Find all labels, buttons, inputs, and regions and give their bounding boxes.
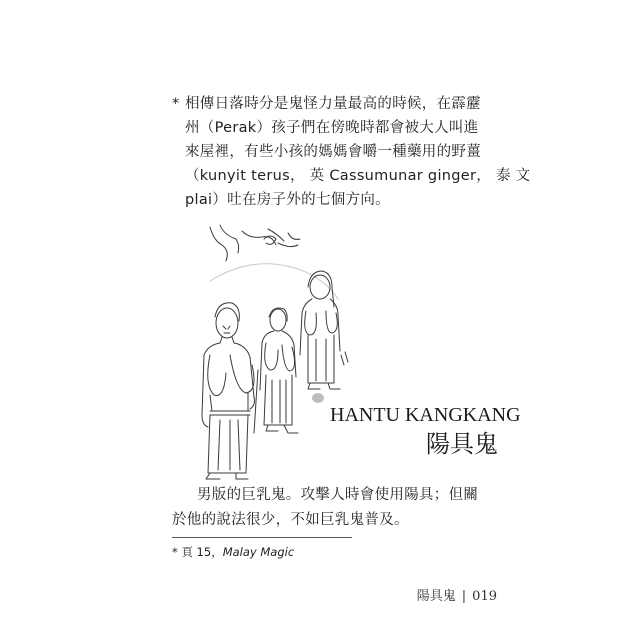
page-number: 019 [472,589,497,604]
top-scribbles [210,225,300,261]
motion-marks [341,352,348,365]
figure-middle-breast [282,345,295,371]
figure-left-breast [208,355,226,396]
figure-left-arm [202,343,220,427]
figure-left-skirt [208,415,248,473]
footnote-divider [172,537,352,538]
footnote-source-title: Malay Magic [222,545,295,559]
entry-body-line: 男版的巨乳鬼。攻擊人時會使用陽具；但關 [197,487,479,503]
figure-left-belt [210,411,250,415]
figure-middle-breast [265,343,278,370]
figure-middle-head [270,309,286,331]
figure-left-hair [215,303,239,321]
note-line: （kunyit terus， 英 Cassumunar ginger， 泰 文 [185,168,531,184]
footnote-asterisk: * [172,545,178,559]
running-footer [347,588,497,606]
figure-right [300,271,348,389]
note-line: 州（Perak）孩子們在傍晚時都會被大人叫進 [185,120,479,136]
figure-right-feet [308,383,340,389]
entry-title-chinese: 陽具鬼 [426,430,498,458]
figure-left [202,303,255,479]
note-line: 相傳日落時分是鬼怪力量最高的時候，在霹靂 [185,96,481,112]
footnote-page-ref: 頁 15， [181,545,223,559]
entry-title-latin: HANTU KANGKANG [330,404,521,426]
running-head: 陽具鬼 [416,589,456,604]
figure-left-arm [234,343,255,409]
note-line: plai）吐在房子外的七個方向。 [185,192,390,208]
footnote [172,544,432,560]
note-line: 來屋裡，有些小孩的媽媽會嚼一種藥用的野薑 [185,144,481,160]
figure-right-breast [326,311,337,333]
figure-left-feet [206,473,248,479]
figure-middle-feet [266,425,298,433]
figure-right-breast [305,311,317,335]
figure-right-head [310,275,330,299]
background-arc [210,264,338,299]
ink-smudge [312,393,324,403]
ghost-sketch-illustration [180,215,355,485]
note-asterisk: * [172,96,180,112]
figure-right-skirt [308,335,334,383]
footer-separator: | [461,589,467,604]
figure-middle-skirt [264,375,292,425]
entry-body-line: 於他的說法很少，不如巨乳鬼普及。 [172,512,409,528]
figure-middle [254,308,298,433]
